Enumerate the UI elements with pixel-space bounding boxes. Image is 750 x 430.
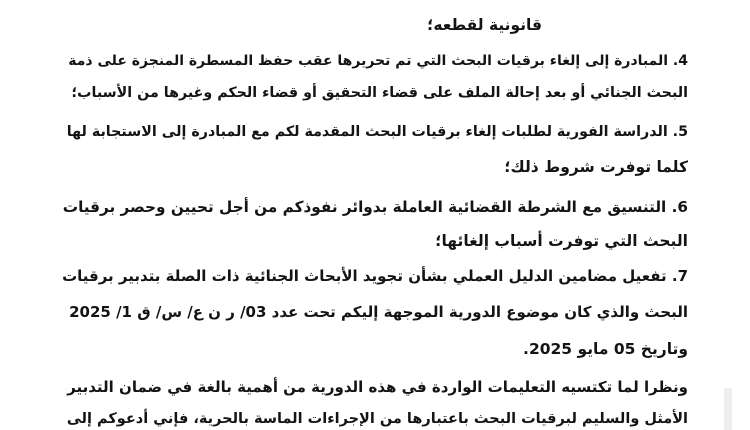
- text-line-4: 5. الدراسة الفورية لطلبات إلغاء برقيات البحث المقدمة لكم مع المبادرة إلى الاستجابة لها: [66, 124, 688, 140]
- text-line-11: ونظرا لما تكتسيه التعليمات الواردة في هذه الدورية من أهمية بالغة في ضمان التدبير: [67, 378, 688, 396]
- text-line-9: البحث والذي كان موضوع الدورية الموجهة إليكم تحت عدد 03/ ر ن ع/ س/ ق 1/ 2025: [69, 303, 688, 321]
- text-line-1: قانونية لقطعه؛: [427, 16, 542, 34]
- text-line-3: البحث الجنائي أو بعد إحالة الملف على قضاء التحقيق أو قضاء الحكم وغيرها من الأسباب؛: [71, 85, 688, 101]
- page-edge-strip: [724, 388, 732, 430]
- text-line-6: 6. التنسيق مع الشرطة القضائية العاملة بدوائر نفوذكم من أجل تحيين وحصر برقيات: [62, 198, 688, 216]
- text-line-10: وتاريخ 05 مايو 2025.: [523, 340, 688, 358]
- text-line-12: الأمثل والسليم لبرقيات البحث باعتبارها من الإجراءات الماسة بالحرية، فإني أدعوكم إلى: [66, 411, 688, 427]
- text-line-2: 4. المبادرة إلى إلغاء برقيات البحث التي تم تحريرها عقب حفظ المسطرة المنجزة على ذمة: [68, 53, 688, 69]
- text-line-7: البحث التي توفرت أسباب إلغائها؛: [435, 232, 688, 250]
- text-line-8: 7. تفعيل مضامين الدليل العملي بشأن تجويد الأبحاث الجنائية ذات الصلة بتدبير برقيات: [62, 267, 688, 285]
- text-line-5: كلما توفرت شروط ذلك؛: [504, 158, 688, 176]
